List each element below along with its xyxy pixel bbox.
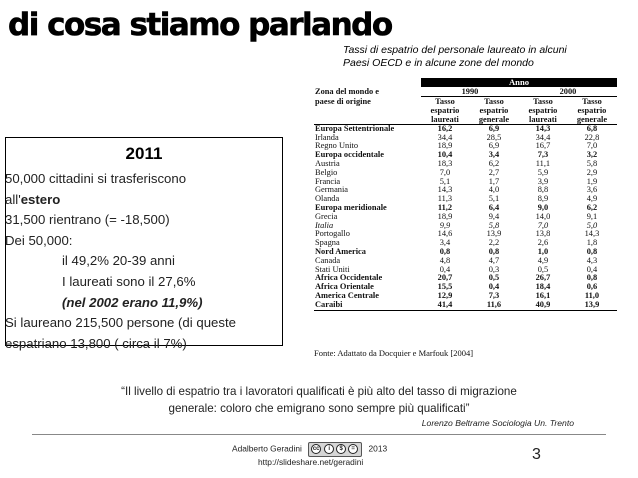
cc-symbol: =	[348, 444, 358, 454]
row-value: 4,7	[488, 255, 500, 265]
row-label: Nord America	[315, 246, 366, 256]
row-value: 0,4	[439, 264, 451, 274]
expatriation-table	[314, 78, 617, 311]
table-header-col: Tasso	[582, 96, 602, 106]
stats-line: Si laureano 215,500 persone (di queste	[5, 315, 236, 331]
row-value: 13,9	[486, 229, 502, 239]
row-value: 2,9	[586, 167, 598, 177]
row-value: 0,6	[586, 282, 598, 292]
row-value: 22,8	[584, 132, 600, 142]
row-label: Germania	[315, 185, 349, 195]
cc-symbol: i	[324, 444, 334, 454]
table-subtitle	[343, 44, 567, 70]
table-row	[314, 230, 617, 239]
row-label: Francia	[315, 176, 341, 186]
row-value: 0,8	[439, 246, 451, 256]
table-header-zona: Zona del mondo e	[315, 87, 379, 97]
row-value: 13,8	[535, 229, 551, 239]
subtitle-line-1: Tassi di espatrio del personale laureato in alcuni	[343, 44, 567, 56]
row-value: 16,7	[535, 141, 551, 151]
table-header-blank	[314, 78, 421, 87]
row-value: 7,3	[537, 150, 549, 160]
table-header-col: generale	[478, 114, 510, 124]
row-label: Europa meridionale	[315, 202, 387, 212]
row-label: Africa Orientale	[315, 282, 374, 292]
row-value: 11,6	[469, 301, 519, 310]
row-label: Spagna	[315, 238, 340, 248]
row-value: 1,8	[586, 238, 598, 248]
table-row	[314, 160, 617, 169]
quote-author: Lorenzo Beltrame Sociologia Un. Trento	[421, 418, 574, 428]
row-value: 5,8	[586, 158, 598, 168]
footer-url[interactable]: http://slideshare.net/geradini	[258, 457, 364, 467]
quote-line-1: “Il livello di espatrio tra i lavoratori qualificati è più alto del tasso di migrazione	[121, 385, 517, 398]
slide-title: di cosa stiamo parlando	[8, 7, 392, 43]
row-value: 18,4	[535, 282, 551, 292]
row-value: 7,0	[439, 167, 451, 177]
row-value: 34,4	[535, 132, 551, 142]
table-row	[314, 292, 617, 301]
row-value: 6,4	[488, 202, 500, 212]
row-label: Africa Occidentale	[315, 273, 383, 283]
row-value: 15,5	[437, 282, 453, 292]
table-header-col: espatrio	[577, 105, 607, 115]
row-value: 8,9	[537, 194, 549, 204]
row-value: 11,2	[437, 202, 453, 212]
table-header-col: espatrio	[528, 105, 558, 115]
table-row	[314, 222, 617, 231]
table-header-anno: Anno	[421, 78, 617, 87]
row-value: 0,8	[488, 246, 500, 256]
table-header-blank	[314, 106, 421, 115]
table-header-zona-2: paese di origine	[315, 96, 371, 106]
row-value: 7,0	[586, 141, 598, 151]
row-value: 11,1	[535, 158, 551, 168]
table-header-col: espatrio	[479, 105, 509, 115]
table-header-col: laureati	[529, 114, 557, 124]
row-value: 6,9	[488, 141, 500, 151]
row-value: 4,3	[586, 255, 598, 265]
table-header-col: Tasso	[435, 96, 455, 106]
table-body	[314, 124, 617, 310]
row-value: 28,5	[486, 132, 502, 142]
row-value: 5,1	[439, 176, 451, 186]
footer-year: 2013	[368, 443, 388, 454]
stats-line: Dei 50,000:	[5, 232, 73, 248]
row-label: Europa Settentrionale	[315, 123, 395, 133]
table-header-col: espatrio	[430, 105, 460, 115]
subtitle-line-2: Paesi OECD e in alcune zone del mondo	[343, 57, 534, 69]
row-label: Belgio	[315, 167, 338, 177]
row-label: Grecia	[315, 211, 338, 221]
row-value: 7,3	[488, 290, 500, 300]
row-label: Stati Uniti	[315, 264, 350, 274]
row-value: 9,9	[439, 220, 451, 230]
row-value: 18,3	[437, 158, 453, 168]
stats-line: espatriano 13,800 ( circa il 7%)	[5, 335, 187, 351]
row-value: 9,0	[537, 202, 549, 212]
row-value: 14,3	[535, 123, 551, 133]
row-value: 5,1	[488, 194, 500, 204]
table-row	[314, 169, 617, 178]
table-row	[314, 124, 617, 133]
quote-line-2: generale: coloro che emigrano sono sempre più qualificati”	[168, 402, 470, 415]
stats-line: 31,500 rientrano (= -18,500)	[5, 212, 170, 228]
stats-box	[5, 137, 283, 351]
row-value: 4,8	[439, 255, 451, 265]
row-value: 4,0	[488, 185, 500, 195]
table-header-col: generale	[576, 114, 608, 124]
row-value: 14,3	[437, 185, 453, 195]
row-label: Olanda	[315, 194, 340, 204]
cc-symbol: $	[336, 444, 346, 454]
row-value: 7,0	[537, 220, 549, 230]
row-value: 18,9	[437, 211, 453, 221]
table-header-year1: 1990	[421, 87, 519, 97]
row-value: 1,0	[537, 246, 549, 256]
row-value: 18,9	[437, 141, 453, 151]
stats-line-prefix: all'	[5, 191, 21, 207]
row-value: 6,9	[488, 123, 500, 133]
stats-line: 50,000 cittadini si trasferiscono	[5, 171, 187, 186]
row-value: 6,8	[586, 123, 598, 133]
stats-line: il 49,2% 20-39 anni	[62, 253, 175, 269]
row-label: Portogallo	[315, 229, 350, 239]
row-value: 41,4	[421, 301, 469, 310]
row-label: Austria	[315, 158, 340, 168]
stats-year: 2011	[125, 144, 163, 163]
quote	[0, 383, 638, 417]
row-value: 2,6	[537, 238, 549, 248]
row-value: 1,7	[488, 176, 500, 186]
stats-line: (nel 2002 erano 11,9%)	[62, 294, 203, 310]
row-value: 16,1	[535, 290, 551, 300]
row-value: 0,8	[586, 273, 598, 283]
table-header-year2: 2000	[519, 87, 617, 97]
row-value: 5,8	[488, 220, 500, 230]
table-row	[314, 134, 617, 143]
footer	[232, 442, 387, 467]
footer-divider	[32, 434, 606, 435]
data-table-wrapper	[314, 78, 617, 311]
row-value: 0,4	[586, 264, 598, 274]
footer-author: Adalberto Geradini	[232, 443, 302, 454]
row-label: Canada	[315, 255, 341, 265]
row-value: 13,9	[567, 301, 617, 310]
cc-symbol: cc	[312, 446, 320, 452]
row-value: 3,4	[439, 238, 451, 248]
row-label: Europa occidentale	[315, 150, 384, 160]
table-row	[314, 248, 617, 257]
row-value: 40,9	[519, 301, 567, 310]
stats-line-bold: estero	[20, 191, 61, 207]
row-value: 4,9	[537, 255, 549, 265]
row-value: 0,8	[586, 246, 598, 256]
row-label: America Centrale	[315, 290, 379, 300]
row-label: Irlanda	[315, 132, 339, 142]
row-value: 4,9	[586, 194, 598, 204]
row-value: 26,7	[535, 273, 551, 283]
row-label: Italia	[315, 220, 334, 230]
table-header-col: laureati	[431, 114, 459, 124]
row-value: 0,5	[488, 273, 500, 283]
row-value: 0,3	[488, 264, 500, 274]
row-value: 16,2	[437, 123, 453, 133]
row-value: 5,0	[586, 220, 598, 230]
row-label: Regno Unito	[315, 141, 359, 151]
row-value: 2,2	[488, 238, 500, 248]
row-value: 34,4	[437, 132, 453, 142]
row-value: 0,5	[537, 264, 549, 274]
stats-line	[5, 190, 290, 211]
row-value: 11,0	[584, 290, 600, 300]
table-header-col: Tasso	[533, 96, 553, 106]
row-value: 3,6	[586, 185, 598, 195]
table-header-col: Tasso	[484, 96, 504, 106]
row-value: 9,4	[488, 211, 500, 221]
stats-lines	[5, 169, 290, 354]
row-value: 10,4	[437, 150, 453, 160]
row-value: 14,6	[437, 229, 453, 239]
row-value: 9,1	[586, 211, 598, 221]
row-value: 2,7	[488, 167, 500, 177]
row-value: 3,2	[586, 150, 598, 160]
stats-line: I laureati sono il 27,6%	[62, 273, 196, 289]
table-row	[314, 301, 617, 310]
row-value: 12,9	[437, 290, 453, 300]
table-row	[314, 151, 617, 160]
row-value: 0,4	[488, 282, 500, 292]
table-row	[314, 257, 617, 266]
row-value: 8,8	[537, 185, 549, 195]
page-number: 3	[532, 446, 541, 463]
row-value: 20,7	[437, 273, 453, 283]
table-header-blank	[314, 115, 421, 125]
creative-commons-icon[interactable]	[308, 442, 362, 457]
table-row	[314, 186, 617, 195]
table-row	[314, 178, 617, 187]
row-value: 11,3	[437, 194, 453, 204]
row-value: 5,9	[537, 167, 549, 177]
row-value: 3,4	[488, 150, 500, 160]
table-source: Fonte: Adattato da Docquier e Marfouk [2004]	[314, 348, 474, 358]
row-label: Caraibi	[314, 301, 421, 310]
table-row	[314, 213, 617, 222]
row-value: 3,9	[537, 176, 549, 186]
row-value: 6,2	[488, 158, 500, 168]
row-value: 6,2	[586, 202, 598, 212]
table-row	[314, 204, 617, 213]
row-value: 1,9	[586, 176, 598, 186]
row-value: 14,3	[584, 229, 600, 239]
row-value: 14,0	[535, 211, 551, 221]
